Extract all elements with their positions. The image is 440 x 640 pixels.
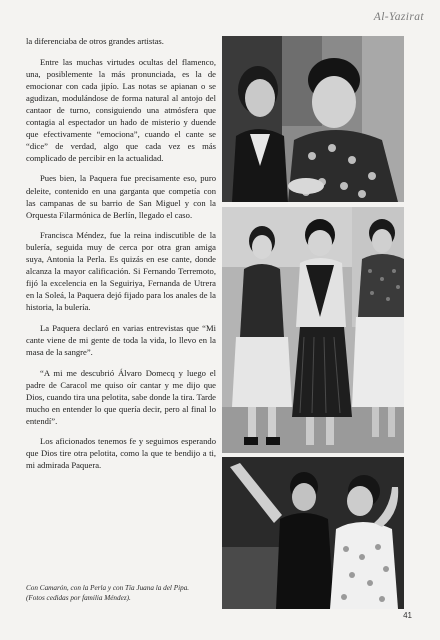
- article-body: [26, 35, 216, 480]
- paragraph: la diferenciaba de otros grandes artistas.: [26, 36, 164, 46]
- photo-caption: [26, 583, 214, 603]
- photo-group-women: [222, 207, 404, 453]
- paragraph: Pues bien, la Paquera fue precisamente eso, puro deleite, contenido en una garganta que competía con las campanas de su barrio de San Miguel y con la Orquesta Filarmónica de Berlín, llegado el caso.: [26, 173, 216, 220]
- paragraph: Los aficionados tenemos fe y seguimos esperando que Dios tire otra pelotita, como la que te bendijo a ti, mi admirada Paquera.: [26, 436, 216, 471]
- caption-line: Con Camarón, con la Perla y con Tía Juana la del Pipa.: [26, 584, 190, 592]
- paragraph: Francisca Méndez, fue la reina indiscutible de la bulería, seguida muy de cerca por otra gran amiga suya, Antonia la Perla. Es quizás en ese cante, donde alcanza la mayor calificación. Si Fernando Terremoto, fijó la excelencia en la Seguiriya, Fernanda de Utrera en la Soleá, la Paquera dejó fijado para los anales de la historia, la bulería.: [26, 230, 216, 313]
- caption-credit: (Fotos cedidas por familia Méndez).: [26, 594, 131, 602]
- paragraph: “A mi me descubrió Álvaro Domecq y luego el padre de Caracol me quiso oír cantar y me dijo que Dios, cuando tira una pelotita, sabe donde la tira. Tarde mucho en entender lo que quería decir, pero al final lo entendí”.: [26, 367, 216, 426]
- journal-title: Al-Yazirat: [373, 11, 424, 23]
- paragraph: Entre las muchas virtudes ocultas del flamenco, una, posiblemente la más pronunciada, es la de emocionar con cada jipío. Las notas se apianan o se agudizan, modulándose de forma natural al antojo del cantaor de turno, consiguiendo una atmósfera que contagia al espectador un hado de misterio y duende que efectivamente “emociona”, cuando el cante se “dice” de verdad, algo que cada vez es más complicado de percibir en la actualidad.: [26, 56, 216, 163]
- photo-camaron-paquera: [222, 36, 404, 202]
- paragraph: La Paquera declaró en varias entrevistas que “Mi cante viene de mi gente de toda la vida, lo llevo en la masa de la sangre”.: [26, 322, 216, 358]
- page-number: 41: [403, 611, 412, 620]
- photo-singing-women: [222, 457, 404, 609]
